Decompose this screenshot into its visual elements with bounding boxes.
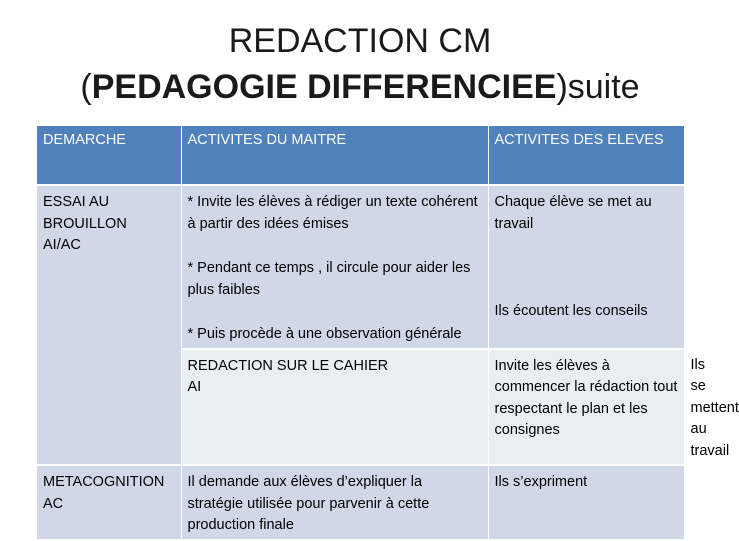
title-line-2 (0, 64, 720, 110)
title-suffix: )suite (556, 68, 640, 106)
table-row (37, 465, 684, 540)
title-bold-text: PEDAGOGIE DIFFERENCIEE (91, 68, 557, 106)
activities-table (37, 126, 739, 541)
cell-demarche (37, 185, 181, 465)
cell-maitre: Invite les élèves à commencer la rédaction tout respectant le plan et les consignes (488, 349, 684, 466)
demarche-code: AI/AC (43, 237, 81, 253)
cell-maitre (181, 185, 488, 349)
demarche-code: AC (43, 495, 64, 512)
cell-eleves (488, 185, 684, 349)
header-demarche: DEMARCHE (37, 126, 181, 185)
demarche-label: METACOGNITION (43, 474, 165, 490)
demarche-label: ESSAI AU BROUILLON (43, 194, 127, 232)
maitre-text-2: * Pendant ce temps , il circule pour aider les plus faibles (187, 260, 471, 298)
cell-demarche (37, 465, 181, 540)
cell-demarche (181, 349, 488, 466)
demarche-code: AI (187, 379, 202, 395)
table-row (37, 185, 684, 349)
maitre-text: * Invite les élèves à rédiger un texte cohérent à partir des idées émises (187, 194, 478, 232)
title-paren-open: ( (80, 68, 92, 106)
cell-maitre: Il demande aux élèves d’expliquer la stratégie utilisée pour parvenir à cette production finale (181, 465, 488, 540)
demarche-label: REDACTION SUR LE CAHIER (187, 357, 389, 374)
table-header-row (37, 126, 684, 185)
eleves-text: Chaque élève se met au travail (494, 194, 652, 232)
maitre-text-3: * Puis procède à une observation générale (187, 326, 462, 342)
page-title (0, 18, 720, 110)
header-activites-eleves: ACTIVITES DES ELEVES (488, 126, 684, 185)
cell-eleves: Ils s’expriment (488, 465, 684, 540)
title-line-1: REDACTION CM (228, 22, 492, 60)
table-row: REDACTION SUR LE CAHIER AI Invite les élèves à commencer la rédaction tout respectant le plan et les consignes Ils se mettent au travail (37, 349, 684, 466)
eleves-text-2: Ils écoutent les conseils (494, 303, 648, 319)
header-activites-maitre: ACTIVITES DU MAITRE (181, 126, 488, 185)
